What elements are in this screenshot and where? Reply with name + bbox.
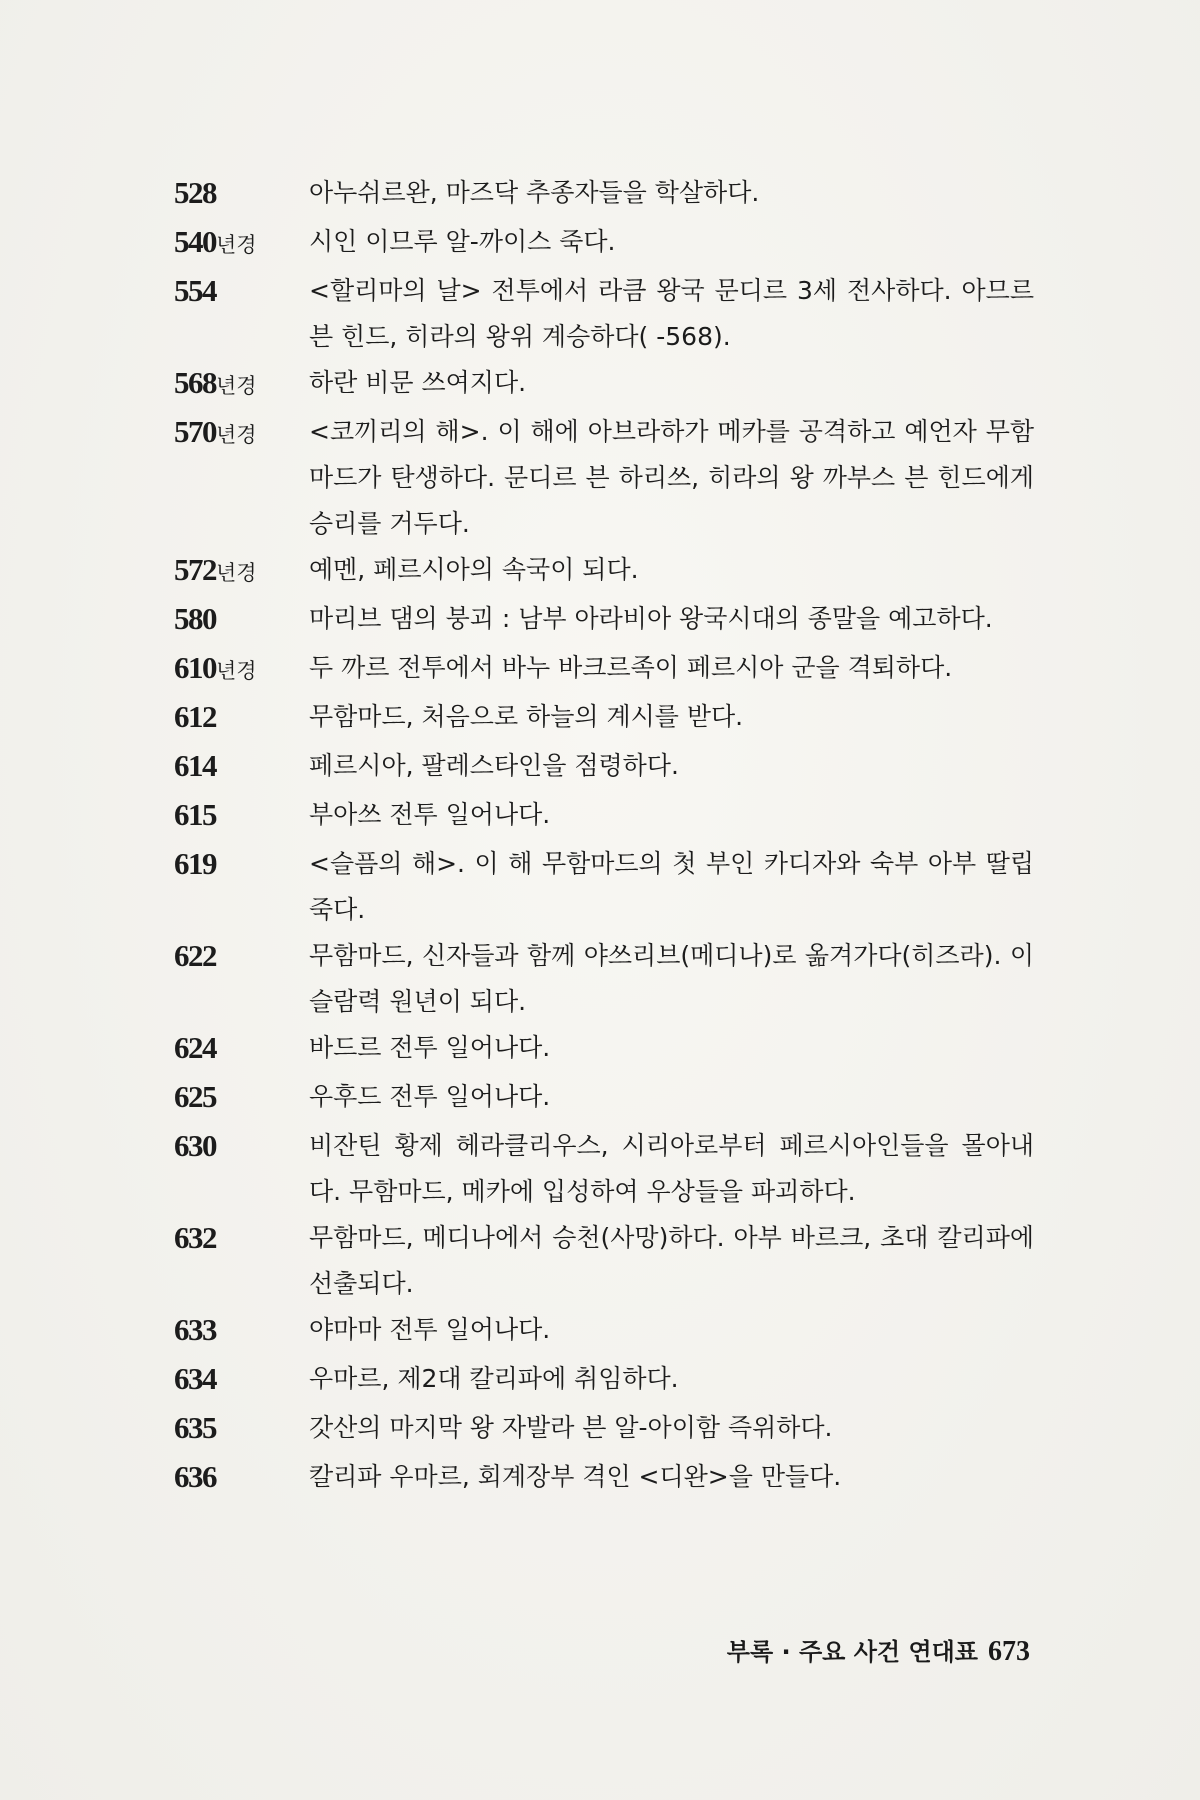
entry-text: 두 까르 전투에서 바누 바크르족이 페르시아 군을 격퇴하다. (309, 653, 953, 682)
entry-text: 무함마드, 메디나에서 승천(사망)하다. 아부 바르크, 초대 칼리파에 선출되다. (309, 1223, 1034, 1298)
entry-text: 우마르, 제2대 칼리파에 취임하다. (309, 1364, 679, 1393)
year-number: 634 (174, 1361, 216, 1396)
year-number: 633 (174, 1312, 216, 1347)
year-number: 630 (174, 1128, 216, 1163)
year-number: 624 (174, 1030, 216, 1065)
entry-text: 아누쉬르완, 마즈닥 추종자들을 학살하다. (309, 178, 760, 207)
entry-text: 시인 이므루 알-까이스 죽다. (309, 227, 616, 256)
year-number: 615 (174, 797, 216, 832)
entry-text: 비잔틴 황제 헤라클리우스, 시리아로부터 페르시아인들을 몰아내다. 무함마드, 메카에 입성하여 우상들을 파괴하다. (309, 1131, 1034, 1206)
entry-text: <코끼리의 해>. 이 해에 아브라하가 메카를 공격하고 예언자 무함마드가 탄생하다. 문디르 븐 하리쓰, 히라의 왕 까부스 븐 힌드에게 승리를 거두다. (309, 417, 1034, 538)
timeline-list (174, 170, 1034, 1503)
timeline-entry (174, 219, 1034, 268)
entry-text: 우후드 전투 일어나다. (309, 1082, 551, 1111)
timeline-entry (174, 360, 1034, 409)
entry-year (174, 547, 309, 596)
year-suffix: 년경 (216, 561, 257, 585)
entry-year (174, 360, 309, 409)
year-number: 619 (174, 846, 216, 881)
timeline-entry (174, 1025, 1034, 1074)
entry-text: 예멘, 페르시아의 속국이 되다. (309, 555, 639, 584)
timeline-entry (174, 1074, 1034, 1123)
entry-year (174, 841, 309, 890)
year-number: 610 (174, 650, 216, 685)
year-number: 612 (174, 699, 216, 734)
entry-year (174, 694, 309, 743)
timeline-entry (174, 1356, 1034, 1405)
entry-year (174, 1454, 309, 1503)
entry-year (174, 1405, 309, 1454)
timeline-entry (174, 841, 1034, 933)
entry-text: 무함마드, 신자들과 함께 야쓰리브(메디나)로 옮겨가다(히즈라). 이슬람력 원년이 되다. (309, 941, 1034, 1016)
year-suffix: 년경 (216, 423, 257, 447)
year-number: 570 (174, 414, 216, 449)
year-suffix: 년경 (216, 233, 257, 257)
year-number: 635 (174, 1410, 216, 1445)
timeline-entry (174, 933, 1034, 1025)
timeline-entry (174, 1454, 1034, 1503)
timeline-entry (174, 1405, 1034, 1454)
timeline-entry (174, 409, 1034, 547)
year-number: 554 (174, 273, 216, 308)
year-number: 572 (174, 552, 216, 587)
timeline-entry (174, 792, 1034, 841)
timeline-entry (174, 547, 1034, 596)
entry-year (174, 170, 309, 219)
entry-year (174, 268, 309, 317)
year-number: 632 (174, 1220, 216, 1255)
entry-year (174, 1123, 309, 1172)
entry-text: <할리마의 날> 전투에서 라큼 왕국 문디르 3세 전사하다. 아므르 븐 힌드, 히라의 왕위 계승하다( -568). (309, 276, 1034, 351)
entry-text: 바드르 전투 일어나다. (309, 1033, 551, 1062)
timeline-entry (174, 268, 1034, 360)
footer-section-title: 부록 · 주요 사건 연대표 (726, 1638, 978, 1666)
entry-text: 하란 비문 쓰여지다. (309, 368, 527, 397)
year-number: 528 (174, 175, 216, 210)
entry-text: 갓산의 마지막 왕 자발라 븐 알-아이함 즉위하다. (309, 1413, 833, 1442)
entry-year (174, 743, 309, 792)
entry-text: <슬픔의 해>. 이 해 무함마드의 첫 부인 카디자와 숙부 아부 딸립 죽다. (309, 849, 1034, 924)
entry-year (174, 596, 309, 645)
entry-year (174, 1307, 309, 1356)
timeline-entry (174, 596, 1034, 645)
timeline-entry (174, 694, 1034, 743)
year-suffix: 년경 (216, 659, 257, 683)
year-number: 568 (174, 365, 216, 400)
entry-year (174, 1215, 309, 1264)
year-number: 622 (174, 938, 216, 973)
entry-text: 페르시아, 팔레스타인을 점령하다. (309, 751, 679, 780)
timeline-entry (174, 170, 1034, 219)
entry-year (174, 1074, 309, 1123)
entry-text: 마리브 댐의 붕괴 : 남부 아라비아 왕국시대의 종말을 예고하다. (309, 604, 993, 633)
year-number: 636 (174, 1459, 216, 1494)
year-number: 580 (174, 601, 216, 636)
year-suffix: 년경 (216, 374, 257, 398)
entry-text: 부아쓰 전투 일어나다. (309, 800, 551, 829)
timeline-entry (174, 1215, 1034, 1307)
year-number: 625 (174, 1079, 216, 1114)
entry-text: 무함마드, 처음으로 하늘의 계시를 받다. (309, 702, 744, 731)
timeline-entry (174, 1123, 1034, 1215)
entry-year (174, 1356, 309, 1405)
entry-year (174, 409, 309, 458)
running-footer (727, 1632, 1030, 1668)
entry-year (174, 933, 309, 982)
entry-text: 칼리파 우마르, 회계장부 격인 <디완>을 만들다. (309, 1462, 842, 1491)
timeline-entry (174, 1307, 1034, 1356)
timeline-entry (174, 743, 1034, 792)
entry-year (174, 1025, 309, 1074)
page-number: 673 (988, 1636, 1030, 1667)
year-number: 614 (174, 748, 216, 783)
entry-year (174, 645, 309, 694)
entry-year (174, 792, 309, 841)
entry-year (174, 219, 309, 268)
timeline-entry (174, 645, 1034, 694)
year-number: 540 (174, 224, 216, 259)
entry-text: 야마마 전투 일어나다. (309, 1315, 551, 1344)
